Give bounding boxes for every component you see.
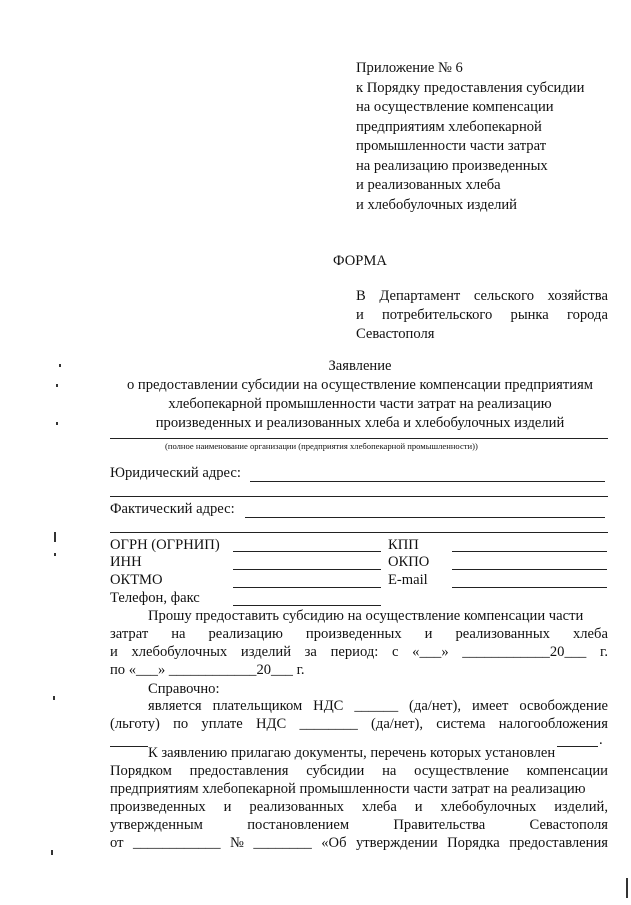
word: по [173,716,189,732]
kpp-field[interactable] [452,551,607,552]
scan-mark [56,384,58,387]
decree-date-field[interactable]: ____________ [132,835,221,851]
legal-address-field[interactable] [250,481,605,482]
okpo-label: ОКПО [388,554,430,570]
email-field[interactable] [452,587,607,588]
appendix-line: Приложение № 6 [356,60,463,76]
word: хозяйства [547,288,608,304]
reference-line-2 [110,716,608,733]
appendix-line: на реализацию произведенных [356,157,548,174]
recipient-line-2 [356,307,608,326]
word: и [424,626,433,642]
oktmo-label: ОКТМО [110,572,163,588]
inn-field[interactable] [233,569,381,570]
word: имеет [471,698,509,714]
word: Департамент [379,288,461,304]
word: хлеба [572,626,608,642]
title-line: о предоставлении субсидии на осуществление компенсации предприятиям [126,377,594,393]
form-label: ФОРМА [333,253,387,269]
word: № [229,835,244,851]
word: налогообложения [498,716,608,732]
phone-label: Телефон, факс [110,590,200,606]
appendix-line: и реализованных хлеба [356,177,501,193]
phone-field[interactable] [233,605,381,606]
word: В [356,288,366,304]
kpp-label: КПП [388,537,419,553]
attachments-line-6 [110,835,608,852]
word: Правительства [393,817,486,833]
ogrn-field[interactable] [233,551,381,552]
word: и [223,799,232,815]
org-name-caption: (полное наименование организации (предприятия хлебопекарной промышленности)) [165,441,478,451]
word: утверждении [355,835,438,851]
document-title [105,358,615,434]
word: потребительского [382,307,493,323]
word: освобождение [519,698,608,714]
attachments-line-2 [110,763,608,780]
request-line-1: Прошу предоставить субсидию на осуществление компенсации части [148,608,584,624]
word: города [566,307,608,323]
word: хлебобулочных [440,799,537,815]
word: (да/нет), [409,698,462,714]
request-line-2 [110,626,608,643]
word: и [356,307,364,323]
word: от [110,835,124,851]
word: период: [330,644,379,660]
appendix-line: к Порядку предоставления субсидии [356,79,585,96]
recipient-block [356,288,608,343]
recipient-line-3: Севастополя [356,326,435,342]
attachments-line-4 [110,799,608,816]
word: предоставления [509,835,608,851]
word: постановлением [247,817,350,833]
word: «Об [321,835,347,851]
scan-mark [51,850,53,855]
word: изделий, [554,799,608,815]
attachments-line-1: К заявлению прилагаю документы, перечень которых установлен [148,745,556,761]
word: произведенных [305,626,402,642]
org-name-line[interactable] [110,438,608,439]
word: осуществление [414,763,509,779]
vat-payer-field[interactable]: ______ [354,698,399,714]
decree-number-field[interactable]: ________ [253,835,312,851]
email-label: E-mail [388,572,428,588]
appendix-line: на осуществление компенсации [356,99,554,115]
word: предоставления [189,763,289,779]
tax-system-end: . [599,732,603,748]
ogrn-label: ОГРН (ОГРНИП) [110,537,220,553]
word: система [436,716,486,732]
appendix-line: и хлебобулочных изделий [356,196,517,213]
inn-label: ИНН [110,554,142,570]
word: и [110,644,118,660]
word: на [382,763,397,779]
okpo-field[interactable] [452,569,607,570]
request-line-3 [110,644,608,661]
word: за [304,644,317,660]
title-line: произведенных и реализованных хлеба и хлебобулочных изделий [155,415,565,431]
word: Севастополя [529,817,608,833]
word: (да/нет), [371,716,424,732]
scan-mark [54,553,56,556]
actual-address-field-2[interactable] [110,532,608,533]
actual-address-field[interactable] [245,517,605,518]
appendix-line: промышленности части затрат [356,138,547,154]
word: рынка [510,307,549,323]
appendix-block [356,60,584,216]
word: НДС [256,716,287,732]
legal-address-field-2[interactable] [110,496,608,497]
word: (льготу) [110,716,160,732]
actual-address-label: Фактический адрес: [110,501,235,517]
reference-label: Справочно: [148,681,220,697]
oktmo-field[interactable] [233,587,381,588]
word: компенсации [526,763,608,779]
word: реализованных [249,799,344,815]
scan-mark [59,364,61,367]
word: реализацию [208,626,283,642]
word: с [392,644,399,660]
word: Порядка [447,835,500,851]
title-line: Заявление [328,358,392,374]
word: произведенных [110,799,206,815]
word: НДС [313,698,344,714]
word: Порядком [110,763,172,779]
word: и [414,799,423,815]
request-line-4: по «___» ____________20___ г. [110,662,305,678]
word: изделий [240,644,292,660]
word: плательщиком [212,698,303,714]
scan-mark [56,422,58,425]
scan-mark [54,532,56,542]
scan-mark [53,696,55,700]
word: субсидии [306,763,365,779]
word: г. [599,644,608,660]
scan-mark [626,878,628,898]
appendix-line: предприятиям хлебопекарной [356,118,542,135]
vat-exemption-field[interactable]: ________ [299,716,358,732]
word: сельского [473,288,535,304]
word: хлеба [361,799,397,815]
date-start-month-year-field[interactable]: ____________20___ [462,644,587,660]
word: утвержденным [110,817,203,833]
reference-line-1 [148,698,608,715]
legal-address-label: Юридический адрес: [110,465,241,481]
recipient-line-1 [356,288,608,307]
date-start-field[interactable]: «___» [412,644,449,660]
word: является [148,698,202,714]
word: на [171,626,186,642]
word: уплате [201,716,243,732]
attachments-line-5 [110,817,608,834]
word: хлебобулочных [131,644,228,660]
word: затрат [110,626,149,642]
word: реализованных [455,626,550,642]
attachments-line-3: предприятиям хлебопекарной промышленности части затрат на реализацию [110,781,586,797]
title-line: хлебопекарной промышленности части затрат на реализацию [168,396,552,412]
